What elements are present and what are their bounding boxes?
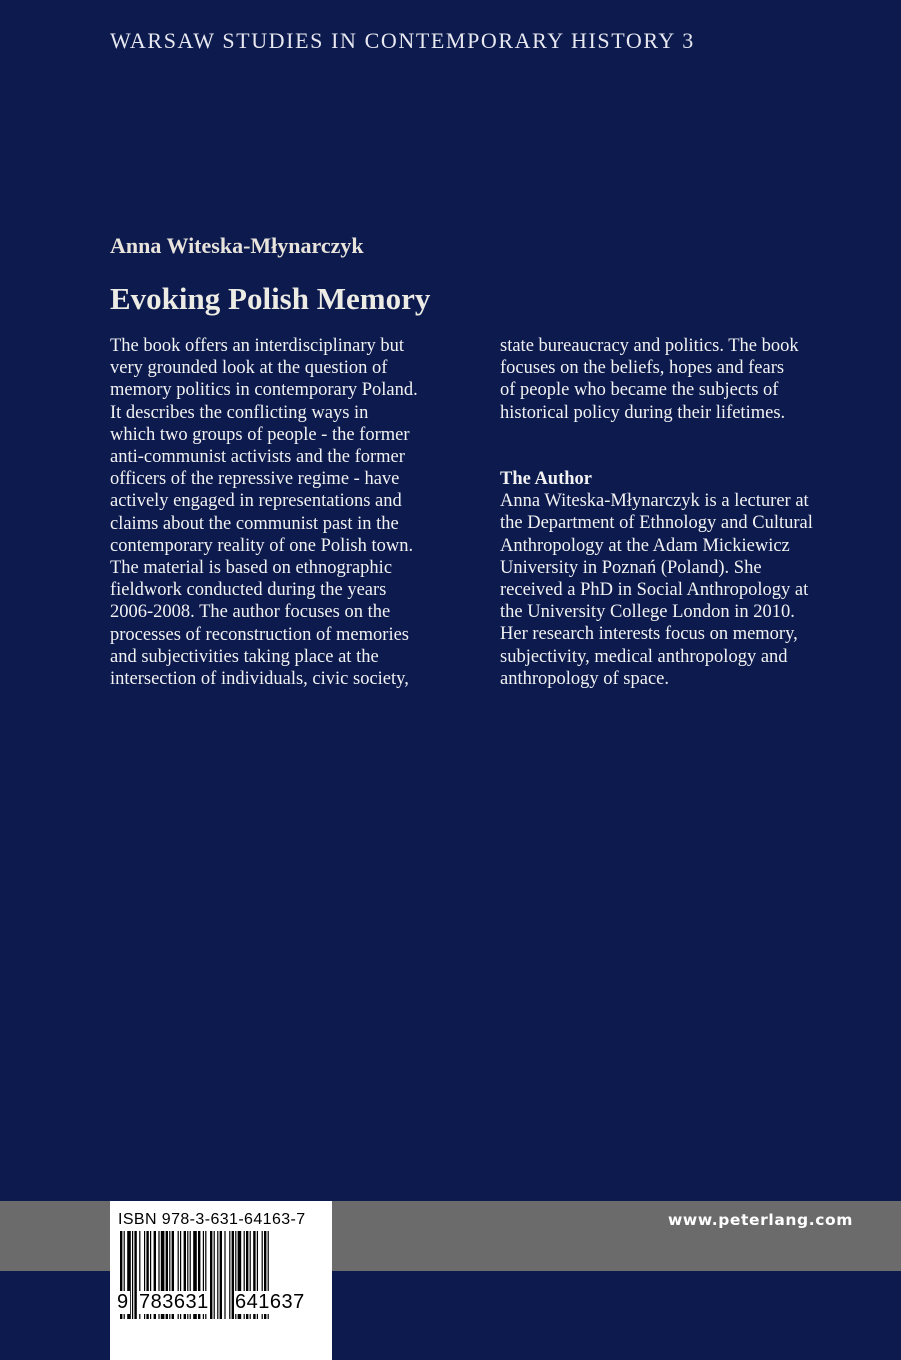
about-line: anthropology of space. xyxy=(500,668,670,689)
about-line: Anna Witeska-Młynarczyk is a lecturer at xyxy=(500,491,809,512)
description-line: of people who became the subjects of xyxy=(500,380,779,401)
about-line: the University College London in 2010. xyxy=(500,602,795,623)
description-line: officers of the repressive regime - have xyxy=(110,469,400,490)
author-name: Anna Witeska-Młynarczyk xyxy=(110,233,364,258)
about-author-section xyxy=(500,468,870,690)
about-line: University in Poznań (Poland). She xyxy=(500,557,762,578)
isbn-barcode xyxy=(110,1201,332,1360)
about-line: subjectivity, medical anthropology and xyxy=(500,646,788,667)
publisher-website: www.peterlang.com xyxy=(667,1211,853,1229)
description-line: fieldwork conducted during the years xyxy=(110,580,387,601)
series-title: WARSAW STUDIES IN CONTEMPORARY HISTORY 3 xyxy=(110,28,695,53)
about-line: the Department of Ethnology and Cultural xyxy=(500,513,813,534)
description-line: memory politics in contemporary Poland. xyxy=(110,380,418,401)
description-line: 2006-2008. The author focuses on the xyxy=(110,602,391,623)
description-line: claims about the communist past in the xyxy=(110,513,399,534)
description-line: actively engaged in representations and xyxy=(110,491,402,512)
about-line: Her research interests focus on memory, xyxy=(500,624,798,645)
description-line: The book offers an interdisciplinary but xyxy=(110,336,405,356)
description-line: historical policy during their lifetimes. xyxy=(500,402,786,423)
description-line: The material is based on ethnographic xyxy=(110,558,393,579)
description-right-column xyxy=(500,335,865,424)
barcode-digit-group-1: 783631 xyxy=(139,1291,209,1313)
barcode-digit-group-2: 641637 xyxy=(235,1291,305,1313)
description-line: state bureaucracy and politics. The book xyxy=(500,336,799,356)
description-line: very grounded look at the question of xyxy=(110,358,388,379)
barcode-digits xyxy=(116,1291,328,1317)
book-title: Evoking Polish Memory xyxy=(110,281,431,316)
description-line: intersection of individuals, civic society, xyxy=(110,669,409,690)
about-author-heading: The Author xyxy=(500,469,593,489)
description-line: focuses on the beliefs, hopes and fears xyxy=(500,358,785,379)
description-line: anti-communist activists and the former xyxy=(110,447,405,468)
isbn-label: ISBN 978-3-631-64163-7 xyxy=(118,1211,306,1228)
description-line: processes of reconstruction of memories xyxy=(110,624,409,645)
about-line: received a PhD in Social Anthropology at xyxy=(500,580,809,601)
description-left-column xyxy=(110,335,475,690)
description-line: which two groups of people - the former xyxy=(110,424,410,445)
description-line: contemporary reality of one Polish town. xyxy=(110,535,414,556)
barcode-digit-lead: 9 xyxy=(117,1291,129,1313)
description-line: and subjectivities taking place at the xyxy=(110,646,379,667)
description-line: It describes the conflicting ways in xyxy=(110,402,369,423)
about-line: Anthropology at the Adam Mickiewicz xyxy=(500,535,790,556)
